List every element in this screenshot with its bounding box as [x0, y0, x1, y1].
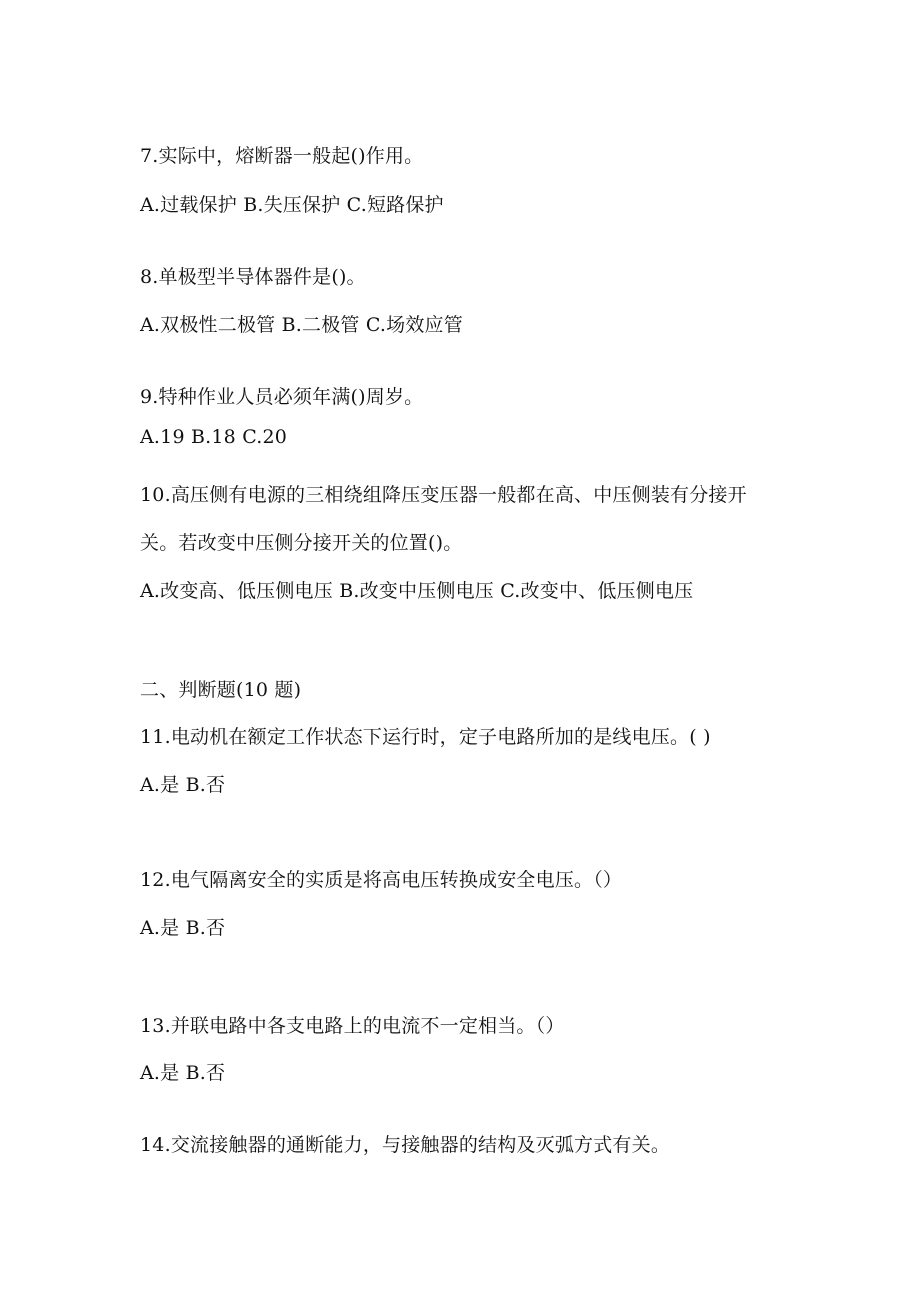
question-13-stem: 13.并联电路中各支电路上的电流不一定相当。（）: [140, 1015, 565, 1037]
question-10-stem-line1: 10.高压侧有电源的三相绕组降压变压器一般都在高、中压侧装有分接开: [140, 484, 747, 506]
question-12-options: A.是 B.否: [140, 917, 226, 939]
question-7-options: A.过载保护 B.失压保护 C.短路保护: [140, 194, 444, 216]
question-9-stem: 9.特种作业人员必须年满()周岁。: [140, 386, 424, 408]
question-12-stem: 12.电气隔离安全的实质是将高电压转换成安全电压。（）: [140, 869, 623, 891]
question-13-options: A.是 B.否: [140, 1062, 226, 1084]
section-title: 二、判断题(10 题): [140, 679, 302, 701]
question-8-options: A.双极性二极管 B.二极管 C.场效应管: [140, 314, 463, 336]
question-9-options: A.19 B.18 C.20: [140, 426, 288, 448]
question-8-stem: 8.单极型半导体器件是()。: [140, 266, 366, 288]
question-11-options: A.是 B.否: [140, 774, 226, 796]
question-7-stem: 7.实际中，熔断器一般起()作用。: [140, 145, 424, 167]
question-14-stem: 14.交流接触器的通断能力，与接触器的结构及灭弧方式有关。: [140, 1134, 671, 1156]
question-10-options: A.改变高、低压侧电压 B.改变中压侧电压 C.改变中、低压侧电压: [140, 580, 694, 602]
question-11-stem: 11.电动机在额定工作状态下运行时，定子电路所加的是线电压。( ): [140, 726, 711, 748]
question-10-stem-line2: 关。若改变中压侧分接开关的位置()。: [140, 532, 463, 554]
